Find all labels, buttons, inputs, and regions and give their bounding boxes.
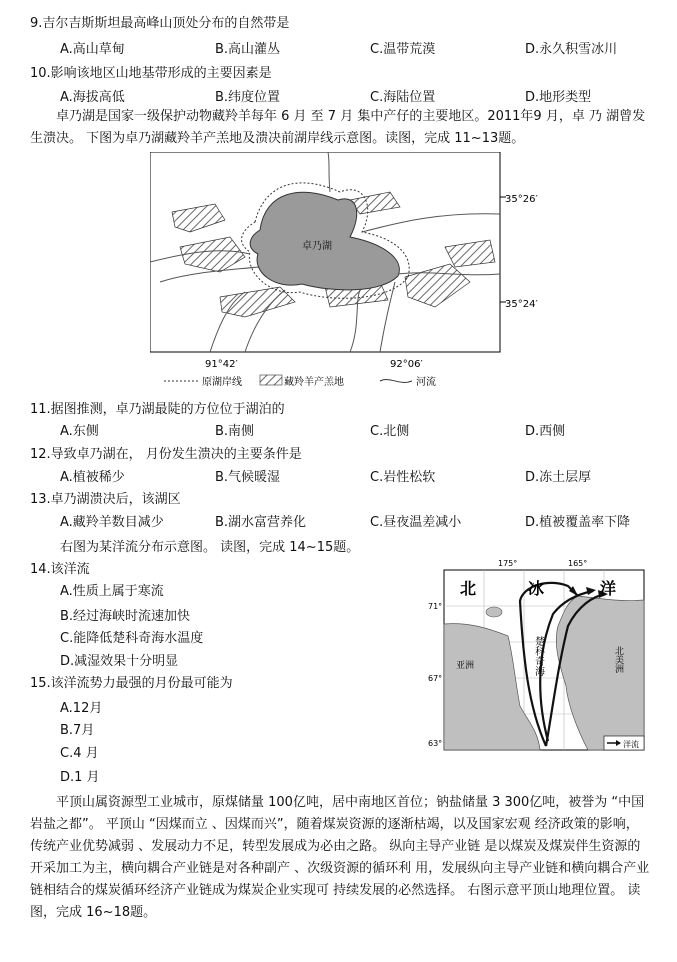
question-12-stem: 12.导致卓乃湖在， 月份发生溃决的主要条件是 bbox=[30, 447, 302, 462]
q10-option-d: D.地形类型 bbox=[525, 90, 592, 105]
lon-left-label: 91°42′ bbox=[205, 359, 238, 370]
q11-option-b: B.南侧 bbox=[215, 424, 255, 439]
lake-label: 卓乃湖 bbox=[302, 241, 332, 252]
q14-option-a: A.性质上属于寒流 bbox=[60, 584, 164, 599]
q9-option-c: C.温带荒漠 bbox=[370, 42, 436, 57]
lat-bottom-label: 35°24′ bbox=[505, 299, 538, 310]
legend-shore-label: 原湖岸线 bbox=[202, 377, 242, 388]
sea-name-label: 楚科奇海 bbox=[532, 636, 544, 676]
intro-paragraph-pingdingshan: 平顶山属资源型工业城市，原煤储量 100亿吨，居中南地区首位；钠盐储量 3 300亿吨，被誉为 “中国岩盐之都”。 平顶山 “因煤而立 、因煤而兴”，随着煤炭资源的逐渐枯竭，以及国家宏观 经济政策的影响，传统产业优势减弱 、发展动力不足，转型发展成为必由之路。 纵向主导产业链 是以煤炭及煤炭伴生资源的开采加工为主，横向耦合产业链是对各种副产 、次级资源的循环利 用，发展纵向主导产业链和横向耦合产业链相结合的煤炭循环经济产业链成为煤炭企业实现可 持续发展的必然选择。 右图示意平顶山地理位置。 读图，完成 16~18题。 bbox=[30, 795, 650, 920]
ocean-label-char-2: 冰 bbox=[528, 579, 545, 598]
q15-option-a: A.12月 bbox=[60, 701, 103, 716]
q13-option-c: C.昼夜温差减小 bbox=[370, 515, 462, 530]
q12-option-c: C.岩性松软 bbox=[370, 470, 436, 485]
legend-river-label: 河流 bbox=[416, 377, 436, 388]
lat-label-67: 67° bbox=[428, 674, 443, 683]
q13-option-b: B.湖水富营养化 bbox=[215, 515, 307, 530]
legend-river-symbol bbox=[380, 380, 412, 383]
north-america-label: 北美洲 bbox=[613, 646, 623, 673]
q14-option-b: B.经过海峡时流速加快 bbox=[60, 609, 191, 624]
question-10-stem: 10.影响该地区山地基带形成的主要因素是 bbox=[30, 66, 272, 81]
q11-option-d: D.西侧 bbox=[525, 424, 566, 439]
q15-option-b: B.7月 bbox=[60, 723, 95, 738]
q10-option-a: A.海拔高低 bbox=[60, 90, 125, 105]
q12-option-b: B.气候暖湿 bbox=[215, 470, 281, 485]
q15-option-c: C.4 月 bbox=[60, 746, 99, 761]
lon-label-165: 165° bbox=[568, 559, 588, 568]
q10-option-b: B.纬度位置 bbox=[215, 90, 281, 105]
q12-option-d: D.冻土层厚 bbox=[525, 470, 592, 485]
ocean-label-char-3: 洋 bbox=[600, 579, 617, 598]
lat-label-63: 63° bbox=[428, 739, 443, 748]
q9-option-d: D.永久积雪冰川 bbox=[525, 42, 618, 57]
lon-right-label: 92°06′ bbox=[390, 359, 423, 370]
zhuonai-lake-map bbox=[150, 152, 540, 390]
q11-option-c: C.北侧 bbox=[370, 424, 410, 439]
lat-label-71: 71° bbox=[428, 602, 443, 611]
q12-option-a: A.植被稀少 bbox=[60, 470, 125, 485]
q14-option-d: D.减湿效果十分明显 bbox=[60, 654, 179, 669]
asia-label: 亚洲 bbox=[456, 661, 475, 671]
question-13-stem: 13.卓乃湖溃决后，该湖区 bbox=[30, 492, 181, 507]
q13-option-d: D.植被覆盖率下降 bbox=[525, 515, 631, 530]
intro-paragraph-zhuonai-lake: 卓乃湖是国家一级保护动物藏羚羊每年 6 月 至 7 月 集中产仔的主要地区。2011年9 月，卓 乃 湖曾发生溃决。 下图为卓乃湖藏羚羊产羔地及溃决前湖岸线示意图。读图，完成 11~13题。 bbox=[30, 109, 646, 146]
legend-calving-label: 藏羚羊产羔地 bbox=[284, 377, 344, 388]
question-15-stem: 15.该洋流势力最强的月份最可能为 bbox=[30, 676, 233, 691]
ocean-current-map bbox=[428, 556, 650, 756]
legend-current-label: 洋流 bbox=[623, 740, 639, 749]
ocean-label-char-1: 北 bbox=[460, 579, 477, 598]
q10-option-c: C.海陆位置 bbox=[370, 90, 436, 105]
question-14-stem: 14.该洋流 bbox=[30, 562, 90, 577]
q13-option-a: A.藏羚羊数目减少 bbox=[60, 515, 164, 530]
lon-label-175: 175° bbox=[498, 559, 518, 568]
legend-calving-symbol bbox=[260, 375, 282, 385]
question-11-stem: 11.据图推测，卓乃湖最陡的方位位于湖泊的 bbox=[30, 402, 285, 417]
question-9-stem: 9.吉尔吉斯斯坦最高峰山顶处分布的自然带是 bbox=[30, 16, 290, 31]
intro-paragraph-ocean-current: 右图为某洋流分布示意图。 读图，完成 14~15题。 bbox=[60, 540, 360, 555]
q11-option-a: A.东侧 bbox=[60, 424, 99, 439]
q9-option-a: A.高山草甸 bbox=[60, 42, 125, 57]
q14-option-c: C.能降低楚科奇海水温度 bbox=[60, 631, 204, 646]
q15-option-d: D.1 月 bbox=[60, 770, 100, 785]
lat-top-label: 35°26′ bbox=[505, 194, 538, 205]
q9-option-b: B.高山灌丛 bbox=[215, 42, 281, 57]
